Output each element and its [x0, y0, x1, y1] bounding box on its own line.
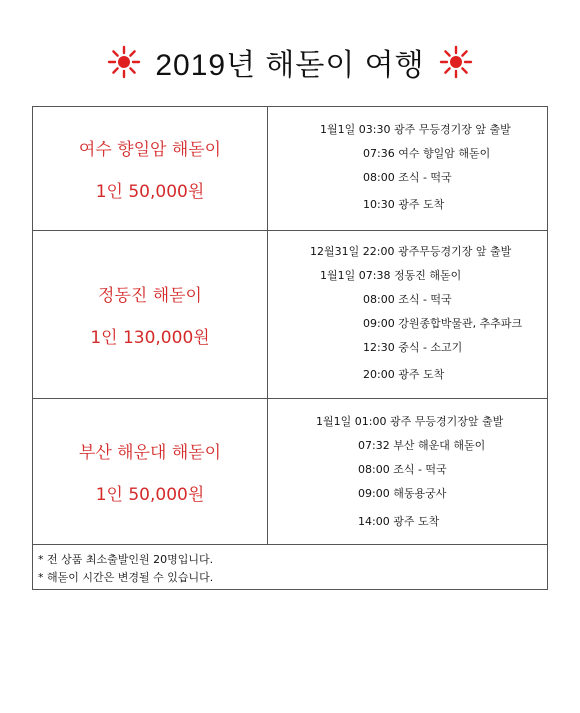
trip-summary	[33, 399, 268, 544]
notes-row	[33, 545, 547, 589]
schedule-line: 08:00 조식 - 떡국	[363, 171, 452, 184]
schedule-line: 12월31일 22:00 광주무등경기장 앞 출발	[310, 245, 512, 258]
trip-price: 1인 50,000원	[95, 182, 205, 202]
trip-name: 부산 해운대 해돋이	[78, 443, 222, 463]
trip-row-jeongdongjin	[33, 231, 547, 399]
note-line: * 전 상품 최소출발인원 20명입니다.	[38, 553, 214, 566]
schedule-line: 14:00 광주 도착	[358, 515, 440, 528]
schedule-line: 08:00 조식 - 떡국	[363, 293, 452, 306]
trip-price: 1인 130,000원	[90, 328, 210, 348]
sun-icon	[107, 45, 141, 79]
trip-summary	[33, 231, 268, 398]
trip-price: 1인 50,000원	[95, 485, 205, 505]
schedule-line: 09:00 해동용궁사	[358, 487, 447, 500]
trip-row-yeosu	[33, 107, 547, 231]
trip-schedule	[268, 399, 547, 544]
schedule-line: 07:32 부산 해운대 해돋이	[358, 439, 486, 452]
trip-schedule	[268, 231, 547, 398]
note-line: * 해돋이 시간은 변경될 수 있습니다.	[38, 571, 214, 584]
schedule-line: 08:00 조식 - 떡국	[358, 463, 447, 476]
schedule-line: 1월1일 07:38 정동진 해돋이	[320, 269, 462, 282]
schedule-line: 12:30 중식 - 소고기	[363, 341, 463, 354]
title-row	[0, 40, 580, 84]
schedule-line: 09:00 강원종합박물관, 추추파크	[363, 317, 523, 330]
schedule-line: 07:36 여수 향일암 해돋이	[363, 147, 491, 160]
schedule-line: 1월1일 01:00 광주 무등경기장앞 출발	[316, 415, 504, 428]
schedule-line: 20:00 광주 도착	[363, 368, 445, 381]
sun-icon	[439, 45, 473, 79]
trip-name: 여수 향일암 해돋이	[78, 140, 222, 160]
trip-name: 정동진 해돋이	[98, 286, 202, 306]
schedule-line: 10:30 광주 도착	[363, 198, 445, 211]
trip-schedule	[268, 107, 547, 230]
trip-summary	[33, 107, 268, 230]
schedule-line: 1월1일 03:30 광주 무등경기장 앞 출발	[320, 123, 511, 136]
page-title: 2019년 해돋이 여행	[155, 49, 425, 82]
trip-row-haeundae	[33, 399, 547, 545]
trip-table	[32, 106, 548, 590]
